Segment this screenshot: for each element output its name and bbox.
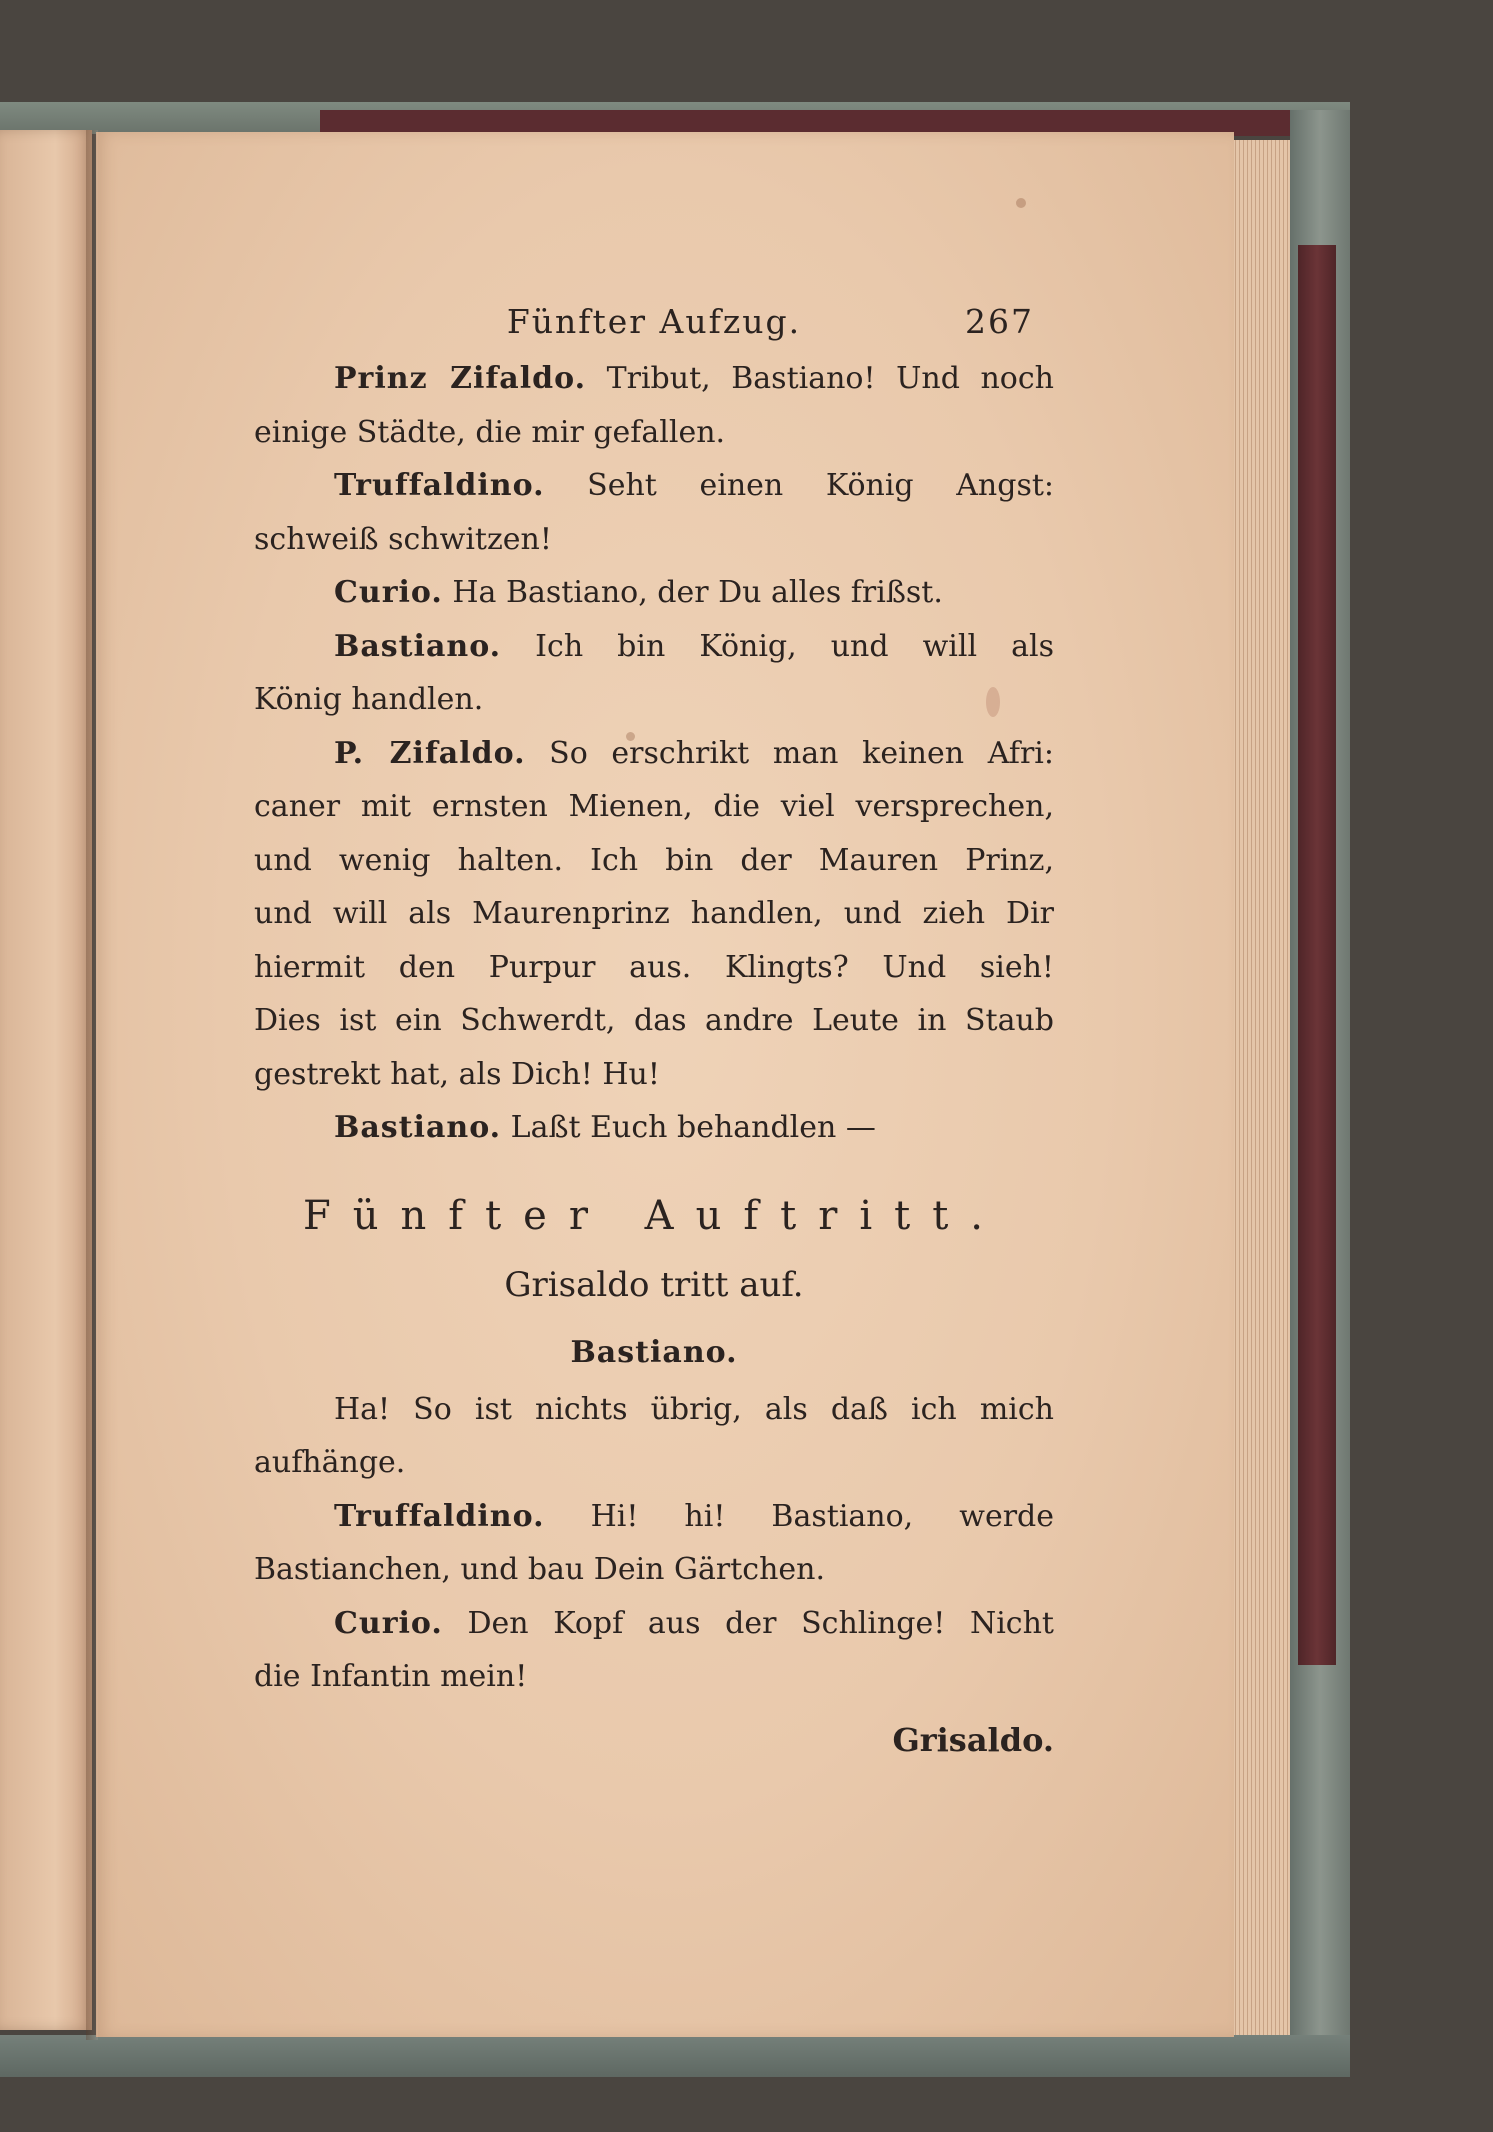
text-line: schweiß schwitzen! bbox=[254, 521, 552, 557]
text-line: und will als Maurenprinz handlen, und zieh Dir bbox=[254, 896, 1054, 931]
speaker-name: Curio. bbox=[334, 575, 443, 610]
line-text: Seht einen König Angst: bbox=[587, 468, 1054, 503]
text-line bbox=[254, 459, 1054, 513]
line-text: Tribut, Bastiano! Und noch bbox=[606, 361, 1054, 396]
running-head-title: Fünfter Aufzug. bbox=[506, 302, 802, 341]
text-block bbox=[254, 295, 1054, 1767]
stage-direction: Grisaldo tritt auf. bbox=[504, 1264, 804, 1305]
line-text: Den Kopf aus der Schlinge! Nicht bbox=[467, 1605, 1054, 1641]
cover-right-maroon bbox=[1298, 245, 1336, 1665]
text-line: gestrekt hat, als Dich! Hu! bbox=[254, 1056, 660, 1092]
text-line: hiermit den Purpur aus. Klingts? Und sieh! bbox=[254, 949, 1054, 985]
text-line: Ha! So ist nichts übrig, als daß ich mich bbox=[334, 1391, 1054, 1427]
speaker-name: Bastiano. bbox=[334, 628, 502, 664]
scene-heading: Fünfter Auftritt. bbox=[303, 1192, 1005, 1239]
line-text: Ha Bastiano, der Du alles frißst. bbox=[452, 575, 943, 610]
gutter-shadow bbox=[86, 130, 98, 2040]
text-line bbox=[254, 1597, 1054, 1651]
text-line: aufhänge. bbox=[254, 1445, 406, 1480]
text-line: Dies ist ein Schwerdt, das andre Leute in Staub bbox=[254, 1003, 1054, 1038]
line-text: Hi! hi! Bastiano, werde bbox=[590, 1498, 1054, 1534]
text-line: caner mit ernsten Mienen, die viel versprechen, bbox=[254, 789, 1054, 824]
speaker-name: Curio. bbox=[334, 1605, 443, 1641]
page-number: 267 bbox=[965, 302, 1034, 341]
text-line bbox=[254, 566, 1054, 620]
text-line: Bastianchen, und bau Dein Gärtchen. bbox=[254, 1552, 826, 1587]
speaker-heading: Bastiano. bbox=[570, 1334, 738, 1370]
catchword: Grisaldo. bbox=[892, 1720, 1054, 1759]
text-line: einige Städte, die mir gefallen. bbox=[254, 414, 726, 450]
text-line bbox=[254, 1101, 1054, 1155]
text-line: König handlen. bbox=[254, 682, 484, 717]
line-text: Ich bin König, und will als bbox=[535, 628, 1054, 664]
speaker-name: P. Zifaldo. bbox=[334, 735, 526, 771]
speaker-name: Prinz Zifaldo. bbox=[334, 361, 587, 396]
text-line bbox=[254, 620, 1054, 674]
line-text: Laßt Euch behandlen — bbox=[510, 1110, 876, 1145]
line-text: So erschrikt man keinen Afri: bbox=[549, 735, 1054, 771]
speaker-name: Truffaldino. bbox=[334, 468, 545, 503]
text-line bbox=[254, 727, 1054, 781]
text-line bbox=[254, 1490, 1054, 1544]
cover-bottom-edge bbox=[0, 2035, 1350, 2077]
text-line: die Infantin mein! bbox=[254, 1659, 528, 1694]
speaker-name: Truffaldino. bbox=[334, 1498, 545, 1534]
speaker-name: Bastiano. bbox=[334, 1110, 502, 1145]
text-line bbox=[254, 352, 1054, 406]
text-line: und wenig halten. Ich bin der Mauren Prinz, bbox=[254, 842, 1054, 878]
running-head bbox=[254, 295, 1054, 350]
foxing-spot bbox=[1016, 198, 1026, 208]
left-page bbox=[0, 130, 92, 2030]
page-fore-edge bbox=[1228, 140, 1290, 2035]
